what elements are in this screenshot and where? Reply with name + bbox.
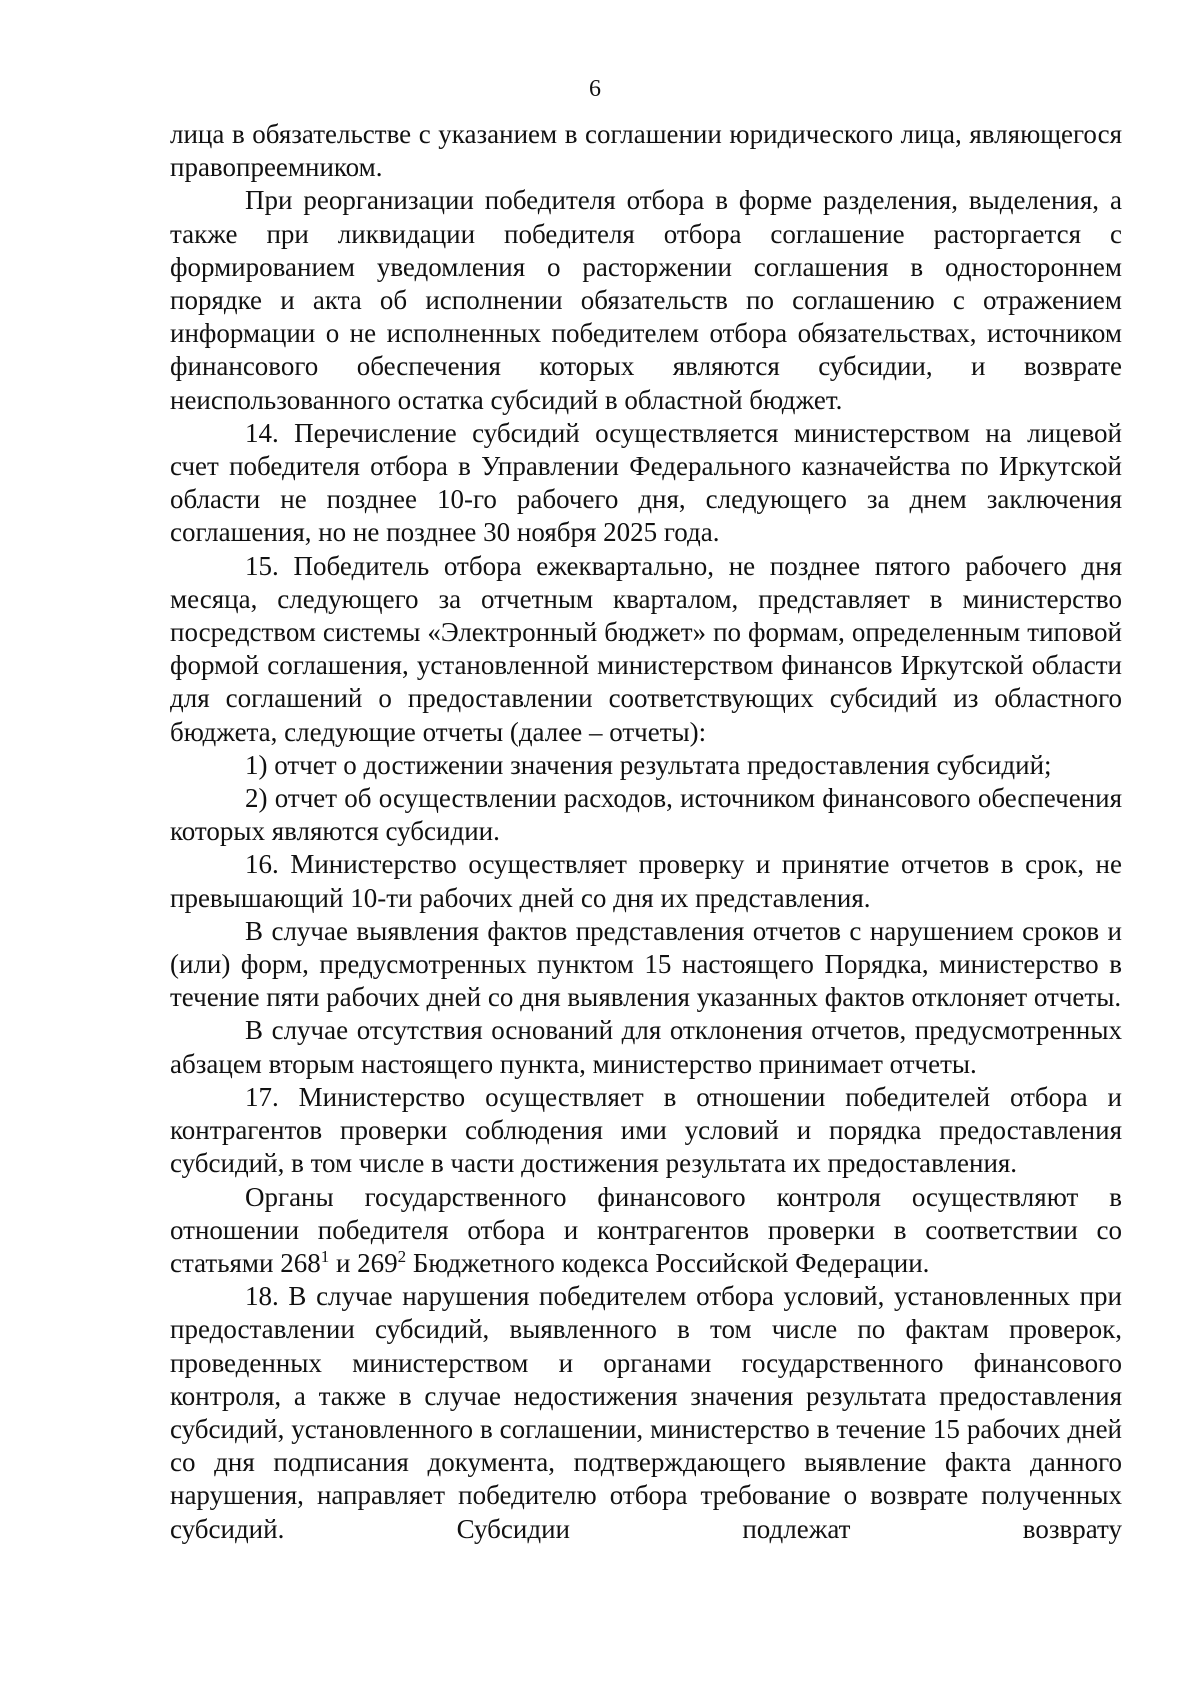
paragraph-report-rejection: В случае выявления фактов представления отчетов с нарушением сроков и (или) форм, предусмотренных пунктом 15 настоящего Порядка, министерство в течение пяти рабочих дней со дня выявления указанных фактов отклоняет отчеты.: [170, 915, 1122, 1013]
paragraph-clause-15: 15. Победитель отбора ежеквартально, не позднее пятого рабочего дня месяца, следующего за отчетным кварталом, представляет в министерство посредством системы «Электронный бюджет» по формам, определенным типовой формой соглашения, установленной министерством финансов Иркутской области для соглашений о предоставлении соответствующих субсидий из областного бюджета, следующие отчеты (далее – отчеты):: [170, 550, 1122, 747]
paragraph-continuation: лица в обязательстве с указанием в соглашении юридического лица, являющегося правопреемником.: [170, 119, 1122, 183]
paragraph-report-2: 2) отчет об осуществлении расходов, источником финансового обеспечения которых являются субсидии.: [170, 783, 1122, 847]
paragraph-clause-18: 18. В случае нарушения победителем отбора условий, установленных при предоставлении субсидий, выявленного в том числе по фактам проверок, проведенных министерством и органами государственного финансового контроля, а также в случае недостижения значения результата предоставления субсидий, установленного в соглашении, министерство в течение 15 рабочих дней со дня подписания документа, подтверждающего выявление факта данного нарушения, направляет победителю отбора требование о возврате полученных субсидий. Субсидии подлежат возврату: [170, 1281, 1122, 1544]
paragraph-reorganization: При реорганизации победителя отбора в форме разделения, выделения, а также при ликвидации победителя отбора соглашение расторгается с формированием уведомления о расторжении соглашения в одностороннем порядке и акта об исполнении обязательств по соглашению с отражением информации о не исполненных победителем отбора обязательствах, источником финансового обеспечения которых являются субсидии, и возврате неиспользованного остатка субсидий в областной бюджет.: [170, 185, 1122, 415]
superscript-269: 2: [397, 1246, 407, 1266]
paragraph-clause-14: 14. Перечисление субсидий осуществляется министерством на лицевой счет победителя отбора в Управлении Федерального казначейства по Иркутской области не позднее 10-го рабочего дня, следующего за днем заключения соглашения, но не позднее 30 ноября 2025 года.: [170, 417, 1122, 548]
financial-control-text-start: Органы государственного финансового контроля осуществляют в отношении победителя отбора и контрагентов проверки в соответствии со статьями 268: [170, 1181, 1122, 1278]
paragraph-report-1: 1) отчет о достижении значения результата предоставления субсидий;: [245, 749, 1052, 780]
page-number: 6: [589, 76, 601, 102]
financial-control-text-middle: и 269: [329, 1247, 398, 1278]
document-body: [170, 118, 1122, 1546]
financial-control-text-end: Бюджетного кодекса Российской Федерации.: [406, 1247, 930, 1278]
superscript-268: 1: [320, 1246, 330, 1266]
paragraph-clause-16: 16. Министерство осуществляет проверку и принятие отчетов в срок, не превышающий 10-ти рабочих дней со дня их представления.: [170, 849, 1122, 913]
paragraph-report-acceptance: В случае отсутствия оснований для отклонения отчетов, предусмотренных абзацем вторым настоящего пункта, министерство принимает отчеты.: [170, 1015, 1122, 1079]
paragraph-financial-control: [170, 1181, 1122, 1281]
paragraph-clause-17: 17. Министерство осуществляет в отношении победителей отбора и контрагентов проверки соблюдения ими условий и порядка предоставления субсидий, в том числе в части достижения результата их предоставления.: [170, 1081, 1122, 1179]
